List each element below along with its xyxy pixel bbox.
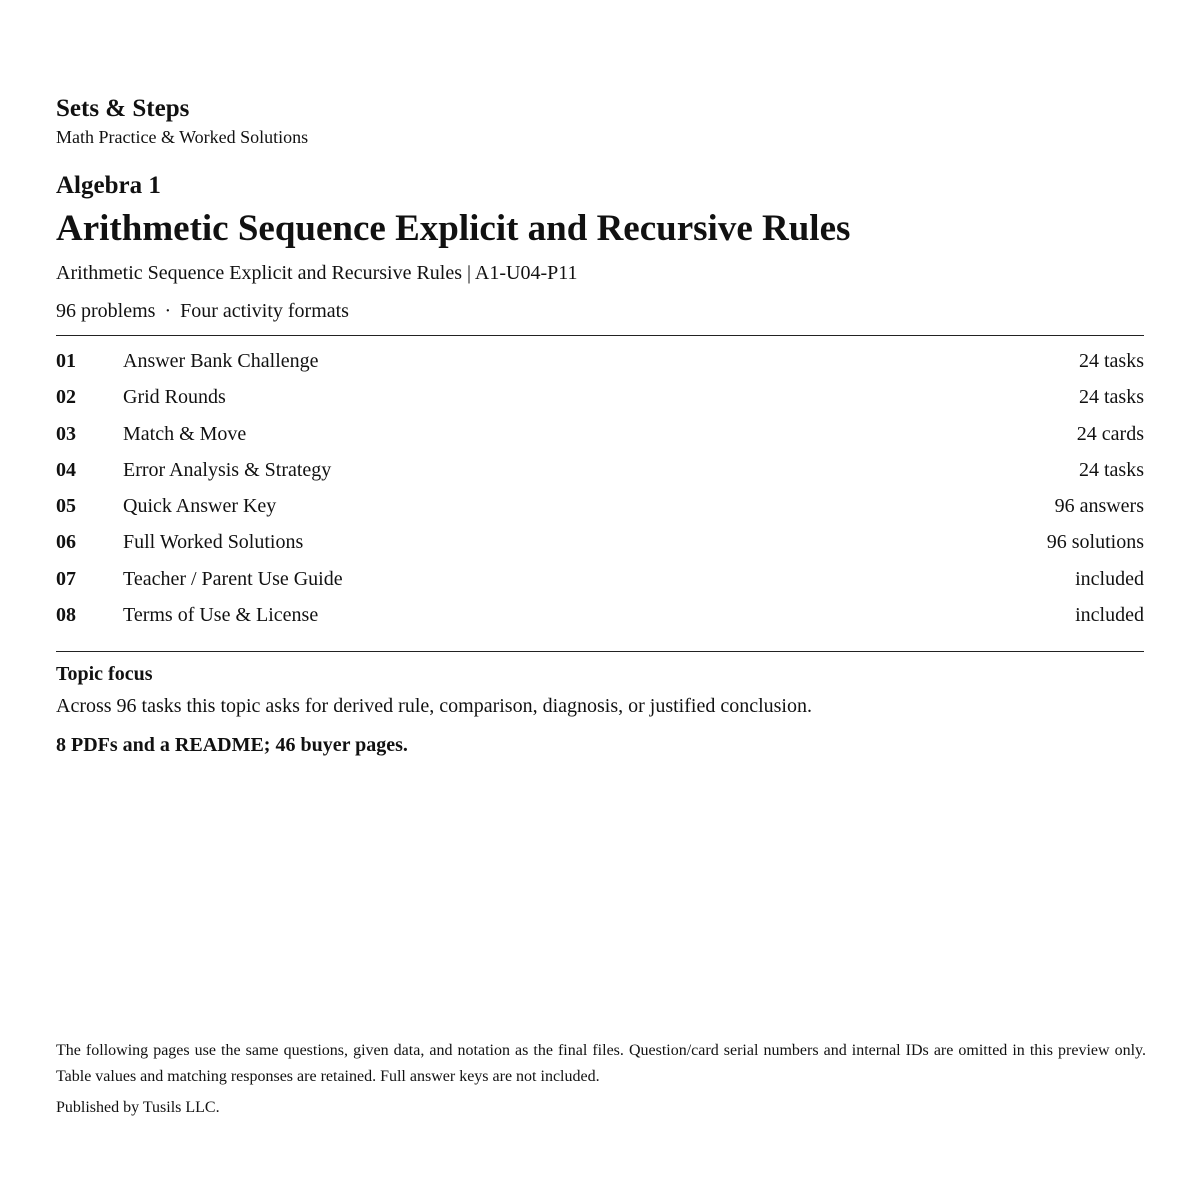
contents-label: Full Worked Solutions [123,531,304,554]
contents-label: Grid Rounds [123,386,226,409]
product-cover-page [56,0,1144,1200]
contents-number: 08 [56,604,76,627]
contents-number: 03 [56,422,76,445]
contents-count: 24 cards [1076,422,1144,445]
page-title: Arithmetic Sequence Explicit and Recursive Rules [56,208,851,249]
contents-number: 06 [56,531,76,554]
contents-count: included [1075,567,1144,590]
contents-row [56,379,1144,415]
contents-row [56,597,1144,633]
contents-row [56,488,1144,524]
page-subtitle: Arithmetic Sequence Explicit and Recursive Rules | A1-U04-P11 [56,262,578,284]
course-name: Algebra 1 [56,172,161,199]
contents-label: Terms of Use & License [123,604,319,627]
contents-count: included [1075,604,1144,627]
contents-row [56,524,1144,560]
contents-list [56,343,1144,633]
contents-number: 04 [56,458,76,481]
files-note: 8 PDFs and a README; 46 buyer pages. [56,734,408,756]
contents-row [56,343,1144,379]
divider-top [56,335,1144,336]
topic-focus-heading: Topic focus [56,663,153,685]
contents-number: 05 [56,495,76,518]
product-summary [56,299,349,323]
contents-number: 07 [56,567,76,590]
publisher-line: Published by Tusils LLC. [56,1099,220,1116]
contents-label: Quick Answer Key [123,495,277,518]
contents-row [56,416,1144,452]
contents-count: 24 tasks [1079,386,1144,409]
contents-number: 01 [56,350,76,372]
contents-number: 02 [56,386,76,409]
preview-disclaimer: The following pages use the same questions, given data, and notation as the final files. Question/card serial numbers and internal IDs are omitted in this preview only. Table values and matching responses are retained. Full answer keys are not included. [56,1042,1146,1085]
format-count: Four activity formats [180,300,349,322]
contents-label: Teacher / Parent Use Guide [123,567,343,590]
summary-separator: · [164,300,172,322]
brand-tagline: Math Practice & Worked Solutions [56,127,309,147]
contents-label: Answer Bank Challenge [123,350,319,372]
contents-label: Match & Move [123,422,247,445]
contents-row [56,561,1144,597]
contents-count: 24 tasks [1079,350,1144,372]
problem-count: 96 problems [56,300,156,322]
topic-focus-text: Across 96 tasks this topic asks for derived rule, comparison, diagnosis, or justified conclusion. [56,695,812,717]
brand-name: Sets & Steps [56,95,190,122]
contents-count: 96 solutions [1046,531,1144,554]
contents-row [56,452,1144,488]
divider-bottom [56,651,1144,652]
contents-count: 24 tasks [1079,458,1144,481]
contents-count: 96 answers [1054,495,1144,518]
contents-label: Error Analysis & Strategy [123,458,332,481]
